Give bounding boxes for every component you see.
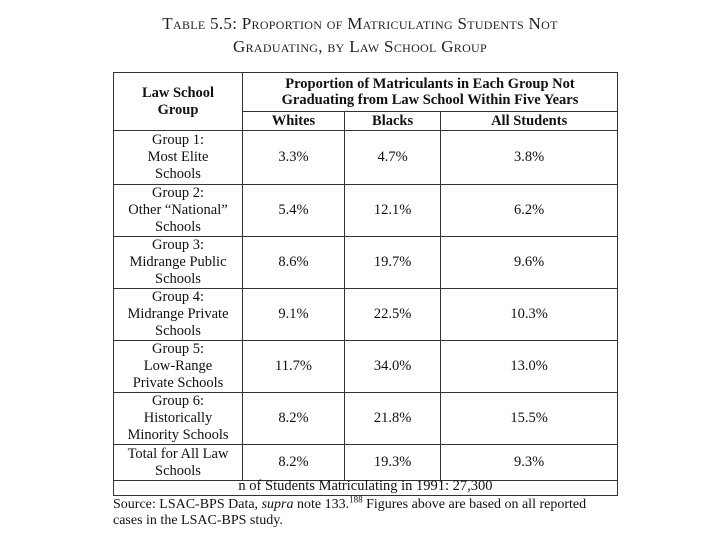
source-note: Source: LSAC-BPS Data, supra note 133.$^{188}$ Figures above are based on all reported cases in the LSAC-BPS study. [113, 494, 587, 528]
table-row [114, 185, 618, 237]
matriculation-count: n of Students Matriculating in 1991: 27,300 [113, 477, 618, 496]
row-group-label: Total for All Law Schools [114, 445, 243, 481]
cell-all-students: 9.6% [441, 237, 618, 289]
cell-whites: 8.2% [243, 393, 345, 445]
row-group-label: Group 3: Midrange Public Schools [114, 237, 243, 289]
data-table [113, 72, 618, 481]
cell-all-students: 10.3% [441, 289, 618, 341]
column-header-whites: Whites [243, 112, 345, 131]
row-group-label: Group 2: Other “National” Schools [114, 185, 243, 237]
cell-blacks: 21.8% [344, 393, 440, 445]
cell-whites: 3.3% [243, 131, 345, 185]
cell-blacks: 4.7% [344, 131, 440, 185]
table-row [114, 341, 618, 393]
column-header-blacks: Blacks [344, 112, 440, 131]
table-title [0, 12, 720, 58]
cell-all-students: 15.5% [441, 393, 618, 445]
table-row [114, 237, 618, 289]
group-column-header: Law School Group [114, 73, 243, 131]
row-group-label: Group 4: Midrange Private Schools [114, 289, 243, 341]
table-title-line-2: Graduating, by Law School Group [233, 37, 487, 56]
row-group-label: Group 1: Most Elite Schools [114, 131, 243, 185]
table-row [114, 131, 618, 185]
cell-whites: 8.6% [243, 237, 345, 289]
cell-all-students: 9.3% [441, 445, 618, 481]
proportion-span-header: Proportion of Matriculants in Each Group Not Graduating from Law School Within Five Years [243, 73, 618, 112]
cell-blacks: 12.1% [344, 185, 440, 237]
cell-all-students: 3.8% [441, 131, 618, 185]
cell-whites: 9.1% [243, 289, 345, 341]
table-row-total [114, 445, 618, 481]
cell-blacks: 19.3% [344, 445, 440, 481]
table-title-line-1: Table 5.5: Proportion of Matriculating Students Not [162, 14, 558, 33]
cell-blacks: 19.7% [344, 237, 440, 289]
column-header-all-students: All Students [441, 112, 618, 131]
cell-all-students: 13.0% [441, 341, 618, 393]
cell-blacks: 22.5% [344, 289, 440, 341]
cell-whites: 5.4% [243, 185, 345, 237]
table-row [114, 289, 618, 341]
footnote-marker: 188 [349, 494, 363, 505]
cell-blacks: 34.0% [344, 341, 440, 393]
cell-whites: 11.7% [243, 341, 345, 393]
row-group-label: Group 6: Historically Minority Schools [114, 393, 243, 445]
cell-whites: 8.2% [243, 445, 345, 481]
table-row [114, 393, 618, 445]
cell-all-students: 6.2% [441, 185, 618, 237]
row-group-label: Group 5: Low-Range Private Schools [114, 341, 243, 393]
